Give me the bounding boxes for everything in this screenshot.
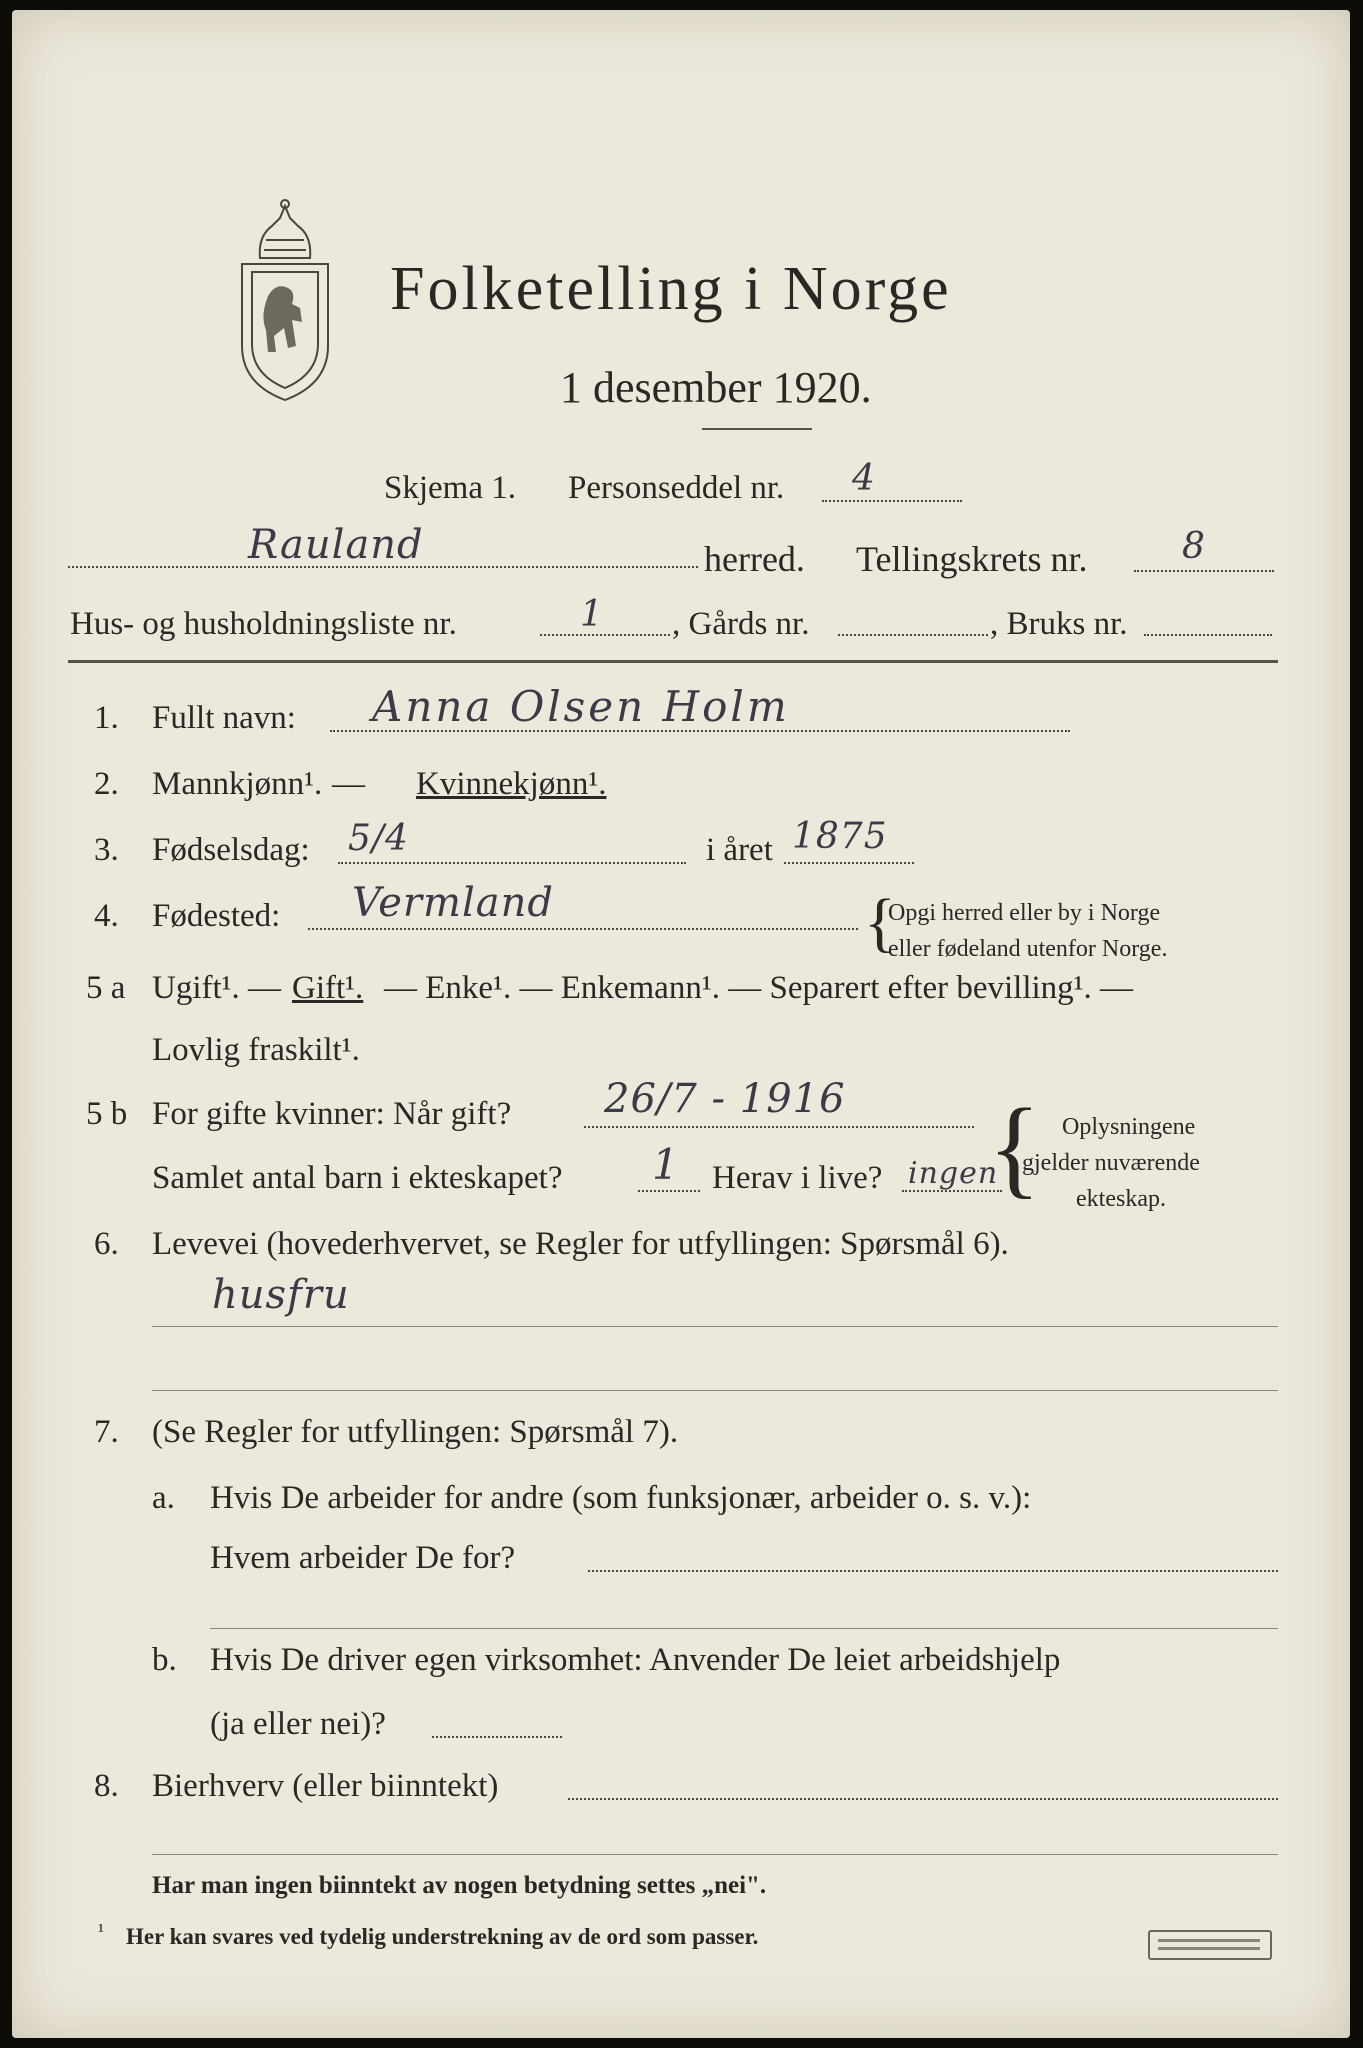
footer-note: Har man ingen biinntekt av nogen betydning settes „nei". — [152, 1872, 767, 1899]
q5b-note-brace: { — [988, 1086, 1041, 1208]
q7b-line2: (ja eller nei)? — [210, 1706, 386, 1742]
personseddel-value: 4 — [852, 458, 876, 499]
other-status-options: — Enke¹. — Enkemann¹. — Separert efter bevilling¹. — — [384, 970, 1134, 1006]
q5a-number: 5 a — [86, 970, 126, 1006]
q5b-note-line3: ekteskap. — [1076, 1186, 1166, 1212]
birth-date-value: 5/4 — [348, 818, 409, 859]
q3-label: Fødselsdag: — [152, 832, 310, 868]
q2-dash: — — [332, 766, 365, 802]
q5b-note-line2: gjelder nuværende — [1022, 1150, 1200, 1176]
q8-label: Bierhverv (eller biinntekt) — [152, 1768, 499, 1804]
title-divider — [702, 428, 812, 430]
coat-of-arms-icon — [230, 196, 340, 406]
bruks-label: , Bruks nr. — [990, 606, 1128, 642]
q5b-note-line1: Oplysningene — [1062, 1114, 1196, 1140]
q7-number: 7. — [94, 1414, 119, 1450]
q4-note-brace: { — [864, 886, 896, 959]
full-name-value: Anna Olsen Holm — [372, 682, 790, 731]
q5b-number: 5 b — [86, 1096, 128, 1132]
q7-label: (Se Regler for utfyllingen: Spørsmål 7). — [152, 1414, 679, 1450]
footnote-mark: ¹ — [98, 1920, 104, 1942]
children-alive-label: Herav i live? — [712, 1160, 883, 1196]
divorced-option: Lovlig fraskilt¹. — [152, 1032, 360, 1068]
children-alive-value: ingen — [908, 1156, 999, 1191]
census-date: 1 desember 1920. — [560, 363, 872, 412]
husliste-label: Hus- og husholdningsliste nr. — [70, 606, 457, 642]
q8-number: 8. — [94, 1768, 119, 1804]
q4-note-line1: Opgi herred eller by i Norge — [888, 900, 1161, 926]
skjema-label: Skjema 1. — [384, 470, 516, 506]
q6-label: Levevei (hovederhvervet, se Regler for utfyllingen: Spørsmål 6). — [152, 1226, 1009, 1262]
q2-number: 2. — [94, 766, 119, 802]
q4-note-line2: eller fødeland utenfor Norge. — [888, 936, 1168, 962]
q6-number: 6. — [94, 1226, 119, 1262]
q5b-label: For gifte kvinner: Når gift? — [152, 1096, 512, 1132]
census-form-page — [12, 10, 1350, 2038]
printer-stamp-icon — [1148, 1930, 1272, 1960]
tellingskrets-value: 8 — [1182, 526, 1206, 567]
birth-year-value: 1875 — [792, 816, 888, 857]
birth-year-label: i året — [706, 832, 773, 868]
occupation-value: husfru — [212, 1272, 350, 1318]
herred-label: herred. — [704, 539, 805, 579]
female-option: Kvinnekjønn¹. — [416, 766, 607, 802]
q7a-letter: a. — [152, 1480, 175, 1516]
gards-label: , Gårds nr. — [672, 606, 810, 642]
q1-label: Fullt navn: — [152, 700, 296, 736]
birthplace-value: Vermland — [352, 880, 554, 926]
unmarried-option: Ugift¹. — — [152, 970, 282, 1006]
q7a-label: Hvis De arbeider for andre (som funksjonær, arbeider o. s. v.): — [210, 1480, 1032, 1516]
header-divider — [68, 660, 1278, 663]
q3-number: 3. — [94, 832, 119, 868]
q4-number: 4. — [94, 898, 119, 934]
husliste-value: 1 — [580, 594, 604, 635]
q1-number: 1. — [94, 700, 119, 736]
children-value: 1 — [652, 1140, 680, 1189]
male-option: Mannkjønn¹. — [152, 766, 323, 802]
personseddel-label: Personseddel nr. — [568, 470, 785, 506]
q7b-label: Hvis De driver egen virksomhet: Anvender De leiet arbeidshjelp — [210, 1642, 1061, 1678]
page-title: Folketelling i Norge — [390, 255, 952, 323]
children-label: Samlet antal barn i ekteskapet? — [152, 1160, 563, 1196]
q7b-letter: b. — [152, 1642, 177, 1678]
q4-label: Fødested: — [152, 898, 281, 934]
marriage-date-value: 26/7 - 1916 — [604, 1076, 846, 1122]
tellingskrets-label: Tellingskrets nr. — [856, 539, 1088, 579]
q7a-line2: Hvem arbeider De for? — [210, 1540, 516, 1576]
footnote-text: Her kan svares ved tydelig understrekning av de ord som passer. — [126, 1924, 759, 1949]
herred-value: Rauland — [248, 522, 424, 568]
married-option: Gift¹. — [292, 970, 364, 1006]
